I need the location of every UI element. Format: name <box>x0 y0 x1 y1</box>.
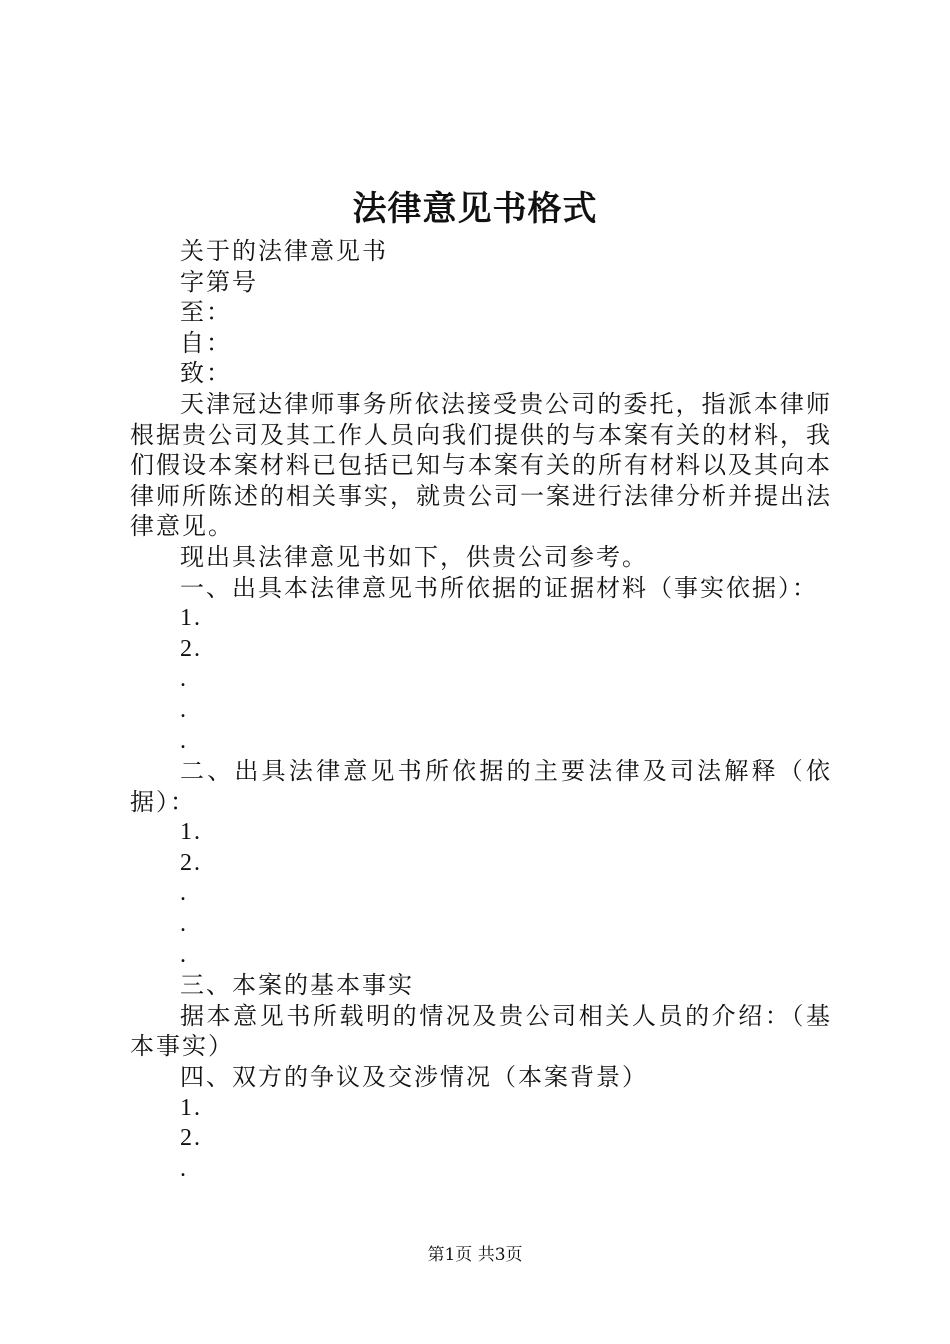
section4-item: 1. <box>180 1094 202 1121</box>
section4-item: . <box>180 1155 188 1182</box>
section4-item: 2. <box>180 1125 202 1152</box>
header-line-number: 字第号 <box>180 267 258 296</box>
section1-item: . <box>180 727 188 754</box>
header-line-to: 至： <box>180 298 232 327</box>
section1-item: . <box>180 666 188 693</box>
section1-item: . <box>180 696 188 723</box>
section2-heading: 二、出具法律意见书所依据的主要法律及司法解释（依据）： <box>130 757 832 816</box>
header-line-subject: 关于的法律意见书 <box>180 237 388 265</box>
section2-item: 1. <box>180 819 202 846</box>
issue-statement: 现出具法律意见书如下，供贵公司参考。 <box>180 542 648 571</box>
section2-item: 2. <box>180 849 202 876</box>
page-footer: 第1页 共3页 <box>427 1245 523 1265</box>
section4-heading: 四、双方的争议及交涉情况（本案背景） <box>180 1063 648 1092</box>
section3-text: 据本意见书所载明的情况及贵公司相关人员的介绍：（基本事实） <box>130 1001 832 1061</box>
section2-item: . <box>180 941 188 968</box>
document-body <box>130 236 832 1184</box>
header-line-from: 自： <box>180 328 232 357</box>
section1-heading: 一、出具本法律意见书所依据的证据材料（事实依据）： <box>180 573 818 602</box>
section2-item: . <box>180 880 188 907</box>
section1-item: 1. <box>180 605 202 632</box>
section3-heading: 三、本案的基本事实 <box>180 971 414 1000</box>
section2-item: . <box>180 911 188 938</box>
section1-item: 2. <box>180 635 202 662</box>
intro-paragraph: 天津冠达律师事务所依法接受贵公司的委托，指派本律师根据贵公司及其工作人员向我们提供的与本案有关的材料，我们假设本案材料已包括已知与本案有关的所有材料以及其向本律师所陈述的相关事实，就贵公司一案进行法律分析并提出法律意见。 <box>130 389 832 541</box>
header-line-attention: 致： <box>180 359 232 388</box>
document-title: 法律意见书格式 <box>352 189 598 229</box>
